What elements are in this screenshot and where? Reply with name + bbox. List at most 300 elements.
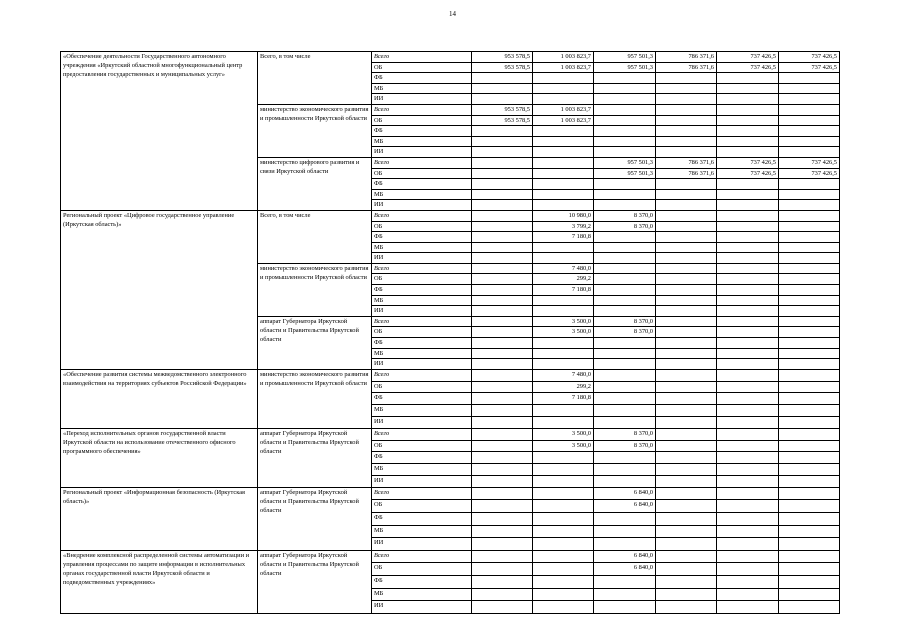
value-cell <box>717 295 779 306</box>
value-cell <box>779 369 840 381</box>
measure-name: «Обеспечение развития системы межведомственного электронного взаимодействия на территориях субъектов Российской Федерации» <box>61 369 258 428</box>
value-cell: 3 500,0 <box>533 440 594 452</box>
value-cell <box>533 512 594 525</box>
value-cell <box>594 147 656 158</box>
funding-source: ИИ <box>372 601 472 614</box>
value-cell <box>472 393 533 405</box>
value-cell <box>472 126 533 137</box>
value-cell <box>717 348 779 359</box>
executor-name: аппарат Губернатора Иркутской области и Правительства Иркутской области <box>258 487 372 550</box>
value-cell <box>656 327 717 338</box>
value-cell <box>472 232 533 243</box>
value-cell <box>779 417 840 429</box>
value-cell <box>717 179 779 190</box>
value-cell <box>656 575 717 588</box>
funding-source: МБ <box>372 464 472 476</box>
value-cell <box>533 538 594 551</box>
value-cell <box>533 405 594 417</box>
value-cell <box>594 232 656 243</box>
value-cell <box>717 500 779 513</box>
value-cell: 7 480,0 <box>533 263 594 274</box>
value-cell <box>472 475 533 487</box>
value-cell <box>594 285 656 296</box>
value-cell <box>472 136 533 147</box>
funding-source: Всего <box>372 316 472 327</box>
value-cell <box>717 440 779 452</box>
value-cell <box>717 327 779 338</box>
value-cell <box>656 200 717 211</box>
value-cell <box>717 253 779 264</box>
value-cell <box>533 157 594 168</box>
funding-source: Всего <box>372 369 472 381</box>
funding-source: ОБ <box>372 221 472 232</box>
funding-source: МБ <box>372 189 472 200</box>
funding-source: ОБ <box>372 440 472 452</box>
value-cell <box>779 295 840 306</box>
value-cell: 3 500,0 <box>533 327 594 338</box>
value-cell <box>533 253 594 264</box>
value-cell: 953 578,5 <box>472 62 533 73</box>
value-cell <box>717 369 779 381</box>
value-cell <box>717 210 779 221</box>
value-cell <box>779 563 840 576</box>
value-cell <box>656 179 717 190</box>
value-cell: 6 840,0 <box>594 563 656 576</box>
value-cell <box>656 94 717 105</box>
value-cell <box>779 200 840 211</box>
value-cell <box>779 464 840 476</box>
value-cell <box>594 179 656 190</box>
value-cell: 7 480,0 <box>533 369 594 381</box>
value-cell <box>533 295 594 306</box>
value-cell <box>533 147 594 158</box>
value-cell <box>472 381 533 393</box>
value-cell: 737 426,5 <box>779 157 840 168</box>
value-cell: 786 371,6 <box>656 168 717 179</box>
value-cell <box>717 104 779 115</box>
value-cell: 8 370,0 <box>594 428 656 440</box>
value-cell <box>472 168 533 179</box>
funding-source: ФБ <box>372 575 472 588</box>
funding-source: ОБ <box>372 274 472 285</box>
value-cell <box>594 295 656 306</box>
value-cell <box>656 475 717 487</box>
funding-source: ФБ <box>372 285 472 296</box>
funding-source: Всего <box>372 210 472 221</box>
executor-name: министерство экономического развития и промышленности Иркутской области <box>258 369 372 428</box>
value-cell <box>656 126 717 137</box>
value-cell: 6 840,0 <box>594 500 656 513</box>
value-cell <box>656 104 717 115</box>
value-cell <box>656 512 717 525</box>
value-cell <box>779 316 840 327</box>
value-cell <box>779 274 840 285</box>
value-cell <box>779 210 840 221</box>
value-cell: 737 426,5 <box>779 52 840 63</box>
value-cell <box>472 179 533 190</box>
value-cell: 7 180,8 <box>533 285 594 296</box>
value-cell <box>656 83 717 94</box>
value-cell <box>779 393 840 405</box>
value-cell <box>472 147 533 158</box>
value-cell <box>594 83 656 94</box>
funding-source: Всего <box>372 263 472 274</box>
value-cell <box>472 327 533 338</box>
value-cell <box>656 210 717 221</box>
value-cell <box>779 221 840 232</box>
value-cell <box>656 232 717 243</box>
value-cell <box>472 359 533 370</box>
value-cell <box>779 285 840 296</box>
funding-source: МБ <box>372 405 472 417</box>
value-cell: 957 501,3 <box>594 168 656 179</box>
value-cell <box>472 601 533 614</box>
value-cell: 957 501,3 <box>594 62 656 73</box>
value-cell <box>656 147 717 158</box>
value-cell <box>533 475 594 487</box>
executor-name: министерство цифрового развития и связи Иркутской области <box>258 157 372 210</box>
value-cell <box>779 94 840 105</box>
executor-name: Всего, в том числе <box>258 52 372 105</box>
funding-source: ИИ <box>372 306 472 317</box>
value-cell <box>472 575 533 588</box>
value-cell <box>472 316 533 327</box>
value-cell <box>656 393 717 405</box>
value-cell <box>779 348 840 359</box>
funding-source: ФБ <box>372 393 472 405</box>
value-cell <box>594 253 656 264</box>
value-cell <box>472 242 533 253</box>
executor-name: аппарат Губернатора Иркутской области и Правительства Иркутской области <box>258 316 372 369</box>
value-cell <box>533 417 594 429</box>
value-cell <box>656 601 717 614</box>
value-cell <box>717 94 779 105</box>
value-cell <box>594 512 656 525</box>
value-cell <box>533 575 594 588</box>
value-cell <box>533 525 594 538</box>
executor-name: Всего, в том числе <box>258 210 372 263</box>
value-cell: 3 799,2 <box>533 221 594 232</box>
value-cell <box>656 500 717 513</box>
value-cell: 953 578,5 <box>472 115 533 126</box>
value-cell: 1 003 823,7 <box>533 52 594 63</box>
value-cell <box>779 538 840 551</box>
value-cell <box>717 575 779 588</box>
value-cell <box>533 338 594 349</box>
value-cell <box>594 525 656 538</box>
value-cell <box>594 126 656 137</box>
value-cell <box>656 348 717 359</box>
value-cell: 6 840,0 <box>594 487 656 500</box>
value-cell <box>717 274 779 285</box>
value-cell <box>717 359 779 370</box>
value-cell <box>779 242 840 253</box>
value-cell <box>656 242 717 253</box>
funding-source: ОБ <box>372 327 472 338</box>
value-cell <box>533 464 594 476</box>
value-cell <box>717 285 779 296</box>
value-cell <box>717 83 779 94</box>
value-cell <box>779 405 840 417</box>
funding-source: МБ <box>372 348 472 359</box>
value-cell <box>779 147 840 158</box>
value-cell <box>717 405 779 417</box>
value-cell: 786 371,6 <box>656 52 717 63</box>
value-cell <box>717 601 779 614</box>
value-cell <box>533 73 594 84</box>
value-cell <box>533 306 594 317</box>
table-row <box>61 428 840 440</box>
value-cell <box>656 221 717 232</box>
funding-source: ИИ <box>372 417 472 429</box>
value-cell <box>779 475 840 487</box>
value-cell <box>594 189 656 200</box>
value-cell <box>533 359 594 370</box>
value-cell <box>533 348 594 359</box>
value-cell <box>594 263 656 274</box>
value-cell <box>717 538 779 551</box>
value-cell <box>656 338 717 349</box>
value-cell <box>717 525 779 538</box>
value-cell <box>717 73 779 84</box>
funding-source: ИИ <box>372 359 472 370</box>
value-cell <box>533 136 594 147</box>
value-cell <box>472 452 533 464</box>
value-cell: 8 370,0 <box>594 327 656 338</box>
value-cell <box>472 94 533 105</box>
value-cell <box>594 588 656 601</box>
value-cell <box>472 189 533 200</box>
value-cell <box>779 487 840 500</box>
value-cell <box>656 588 717 601</box>
value-cell <box>533 500 594 513</box>
value-cell: 7 180,8 <box>533 393 594 405</box>
value-cell: 953 578,5 <box>472 104 533 115</box>
value-cell: 10 980,0 <box>533 210 594 221</box>
value-cell <box>533 601 594 614</box>
value-cell <box>594 104 656 115</box>
value-cell <box>594 115 656 126</box>
value-cell <box>472 263 533 274</box>
measure-name: Региональный проект «Информационная безопасность (Иркутская область)» <box>61 487 258 550</box>
executor-name: министерство экономического развития и промышленности Иркутской области <box>258 263 372 316</box>
funding-source: МБ <box>372 83 472 94</box>
value-cell <box>779 452 840 464</box>
value-cell <box>656 428 717 440</box>
value-cell <box>656 253 717 264</box>
funding-source: ФБ <box>372 452 472 464</box>
value-cell <box>779 306 840 317</box>
value-cell: 3 500,0 <box>533 316 594 327</box>
value-cell <box>779 179 840 190</box>
funding-source: Всего <box>372 104 472 115</box>
value-cell <box>533 126 594 137</box>
value-cell <box>779 550 840 563</box>
value-cell: 786 371,6 <box>656 62 717 73</box>
value-cell <box>594 575 656 588</box>
funding-source: Всего <box>372 550 472 563</box>
value-cell <box>594 348 656 359</box>
value-cell <box>594 452 656 464</box>
value-cell <box>717 338 779 349</box>
executor-name: аппарат Губернатора Иркутской области и Правительства Иркутской области <box>258 550 372 613</box>
value-cell <box>656 274 717 285</box>
value-cell <box>717 126 779 137</box>
value-cell <box>717 464 779 476</box>
funding-source: ФБ <box>372 126 472 137</box>
value-cell <box>779 253 840 264</box>
funding-source: МБ <box>372 242 472 253</box>
executor-name: аппарат Губернатора Иркутской области и Правительства Иркутской области <box>258 428 372 487</box>
value-cell: 737 426,5 <box>717 168 779 179</box>
value-cell <box>472 538 533 551</box>
value-cell: 1 003 823,7 <box>533 62 594 73</box>
value-cell <box>779 338 840 349</box>
funding-source: ФБ <box>372 338 472 349</box>
funding-source: ОБ <box>372 563 472 576</box>
value-cell: 737 426,5 <box>779 62 840 73</box>
value-cell <box>472 525 533 538</box>
value-cell: 8 370,0 <box>594 316 656 327</box>
value-cell <box>594 274 656 285</box>
value-cell <box>717 487 779 500</box>
value-cell <box>533 550 594 563</box>
value-cell <box>717 381 779 393</box>
funding-source: ОБ <box>372 381 472 393</box>
value-cell <box>656 487 717 500</box>
value-cell <box>472 550 533 563</box>
value-cell <box>533 452 594 464</box>
value-cell <box>594 381 656 393</box>
value-cell <box>717 428 779 440</box>
funding-source: ОБ <box>372 62 472 73</box>
value-cell <box>472 563 533 576</box>
table-row <box>61 369 840 381</box>
funding-source: ИИ <box>372 147 472 158</box>
value-cell <box>656 464 717 476</box>
value-cell <box>717 242 779 253</box>
value-cell: 299,2 <box>533 381 594 393</box>
value-cell <box>594 405 656 417</box>
value-cell <box>717 306 779 317</box>
value-cell: 8 370,0 <box>594 221 656 232</box>
value-cell <box>472 338 533 349</box>
value-cell <box>717 512 779 525</box>
page-number: 14 <box>449 10 456 18</box>
funding-source: ИИ <box>372 475 472 487</box>
value-cell <box>656 405 717 417</box>
value-cell <box>472 306 533 317</box>
funding-source: ОБ <box>372 168 472 179</box>
value-cell: 3 500,0 <box>533 428 594 440</box>
measure-name: Региональный проект «Цифровое государственное управление (Иркутская область)» <box>61 210 258 369</box>
value-cell <box>594 538 656 551</box>
table-row <box>61 52 840 63</box>
value-cell <box>656 316 717 327</box>
value-cell <box>472 295 533 306</box>
value-cell <box>533 179 594 190</box>
value-cell: 1 003 823,7 <box>533 104 594 115</box>
value-cell <box>656 563 717 576</box>
value-cell <box>779 512 840 525</box>
measure-name: «Переход исполнительных органов государственной власти Иркутской области на использование отечественного офисного программного обеспечения» <box>61 428 258 487</box>
value-cell: 299,2 <box>533 274 594 285</box>
value-cell <box>656 381 717 393</box>
value-cell <box>472 348 533 359</box>
value-cell <box>656 285 717 296</box>
value-cell <box>779 575 840 588</box>
measure-name: «Обеспечение деятельности Государственного автономного учреждения «Иркутский областной многофункциональный центр предоставления государственных и муниципальных услуг» <box>61 52 258 211</box>
table-row <box>61 210 840 221</box>
value-cell: 6 840,0 <box>594 550 656 563</box>
value-cell <box>594 393 656 405</box>
value-cell <box>717 475 779 487</box>
value-cell <box>717 393 779 405</box>
value-cell: 786 371,6 <box>656 157 717 168</box>
value-cell <box>594 359 656 370</box>
value-cell <box>656 440 717 452</box>
value-cell <box>717 452 779 464</box>
value-cell <box>717 588 779 601</box>
value-cell <box>533 200 594 211</box>
value-cell <box>779 359 840 370</box>
value-cell <box>656 417 717 429</box>
table-row <box>61 550 840 563</box>
funding-source: Всего <box>372 428 472 440</box>
value-cell <box>472 73 533 84</box>
value-cell <box>533 563 594 576</box>
value-cell <box>472 210 533 221</box>
value-cell <box>472 285 533 296</box>
value-cell <box>656 295 717 306</box>
value-cell <box>717 200 779 211</box>
value-cell <box>472 221 533 232</box>
value-cell <box>656 369 717 381</box>
value-cell <box>779 588 840 601</box>
value-cell <box>472 487 533 500</box>
value-cell <box>717 115 779 126</box>
value-cell <box>533 487 594 500</box>
funding-source: ИИ <box>372 200 472 211</box>
value-cell: 7 180,8 <box>533 232 594 243</box>
value-cell <box>533 588 594 601</box>
value-cell <box>472 274 533 285</box>
funding-source: ИИ <box>372 538 472 551</box>
value-cell <box>472 417 533 429</box>
value-cell <box>472 440 533 452</box>
value-cell <box>594 601 656 614</box>
value-cell <box>779 232 840 243</box>
funding-source: МБ <box>372 136 472 147</box>
value-cell <box>779 73 840 84</box>
value-cell <box>533 168 594 179</box>
value-cell <box>656 115 717 126</box>
table-row <box>61 487 840 500</box>
value-cell <box>594 475 656 487</box>
funding-source: ФБ <box>372 73 472 84</box>
value-cell <box>717 189 779 200</box>
value-cell: 957 501,3 <box>594 157 656 168</box>
value-cell <box>472 405 533 417</box>
value-cell <box>779 263 840 274</box>
value-cell <box>472 500 533 513</box>
value-cell <box>717 263 779 274</box>
value-cell <box>472 157 533 168</box>
value-cell <box>779 327 840 338</box>
value-cell <box>594 136 656 147</box>
value-cell <box>533 242 594 253</box>
executor-name: министерство экономического развития и промышленности Иркутской области <box>258 104 372 157</box>
